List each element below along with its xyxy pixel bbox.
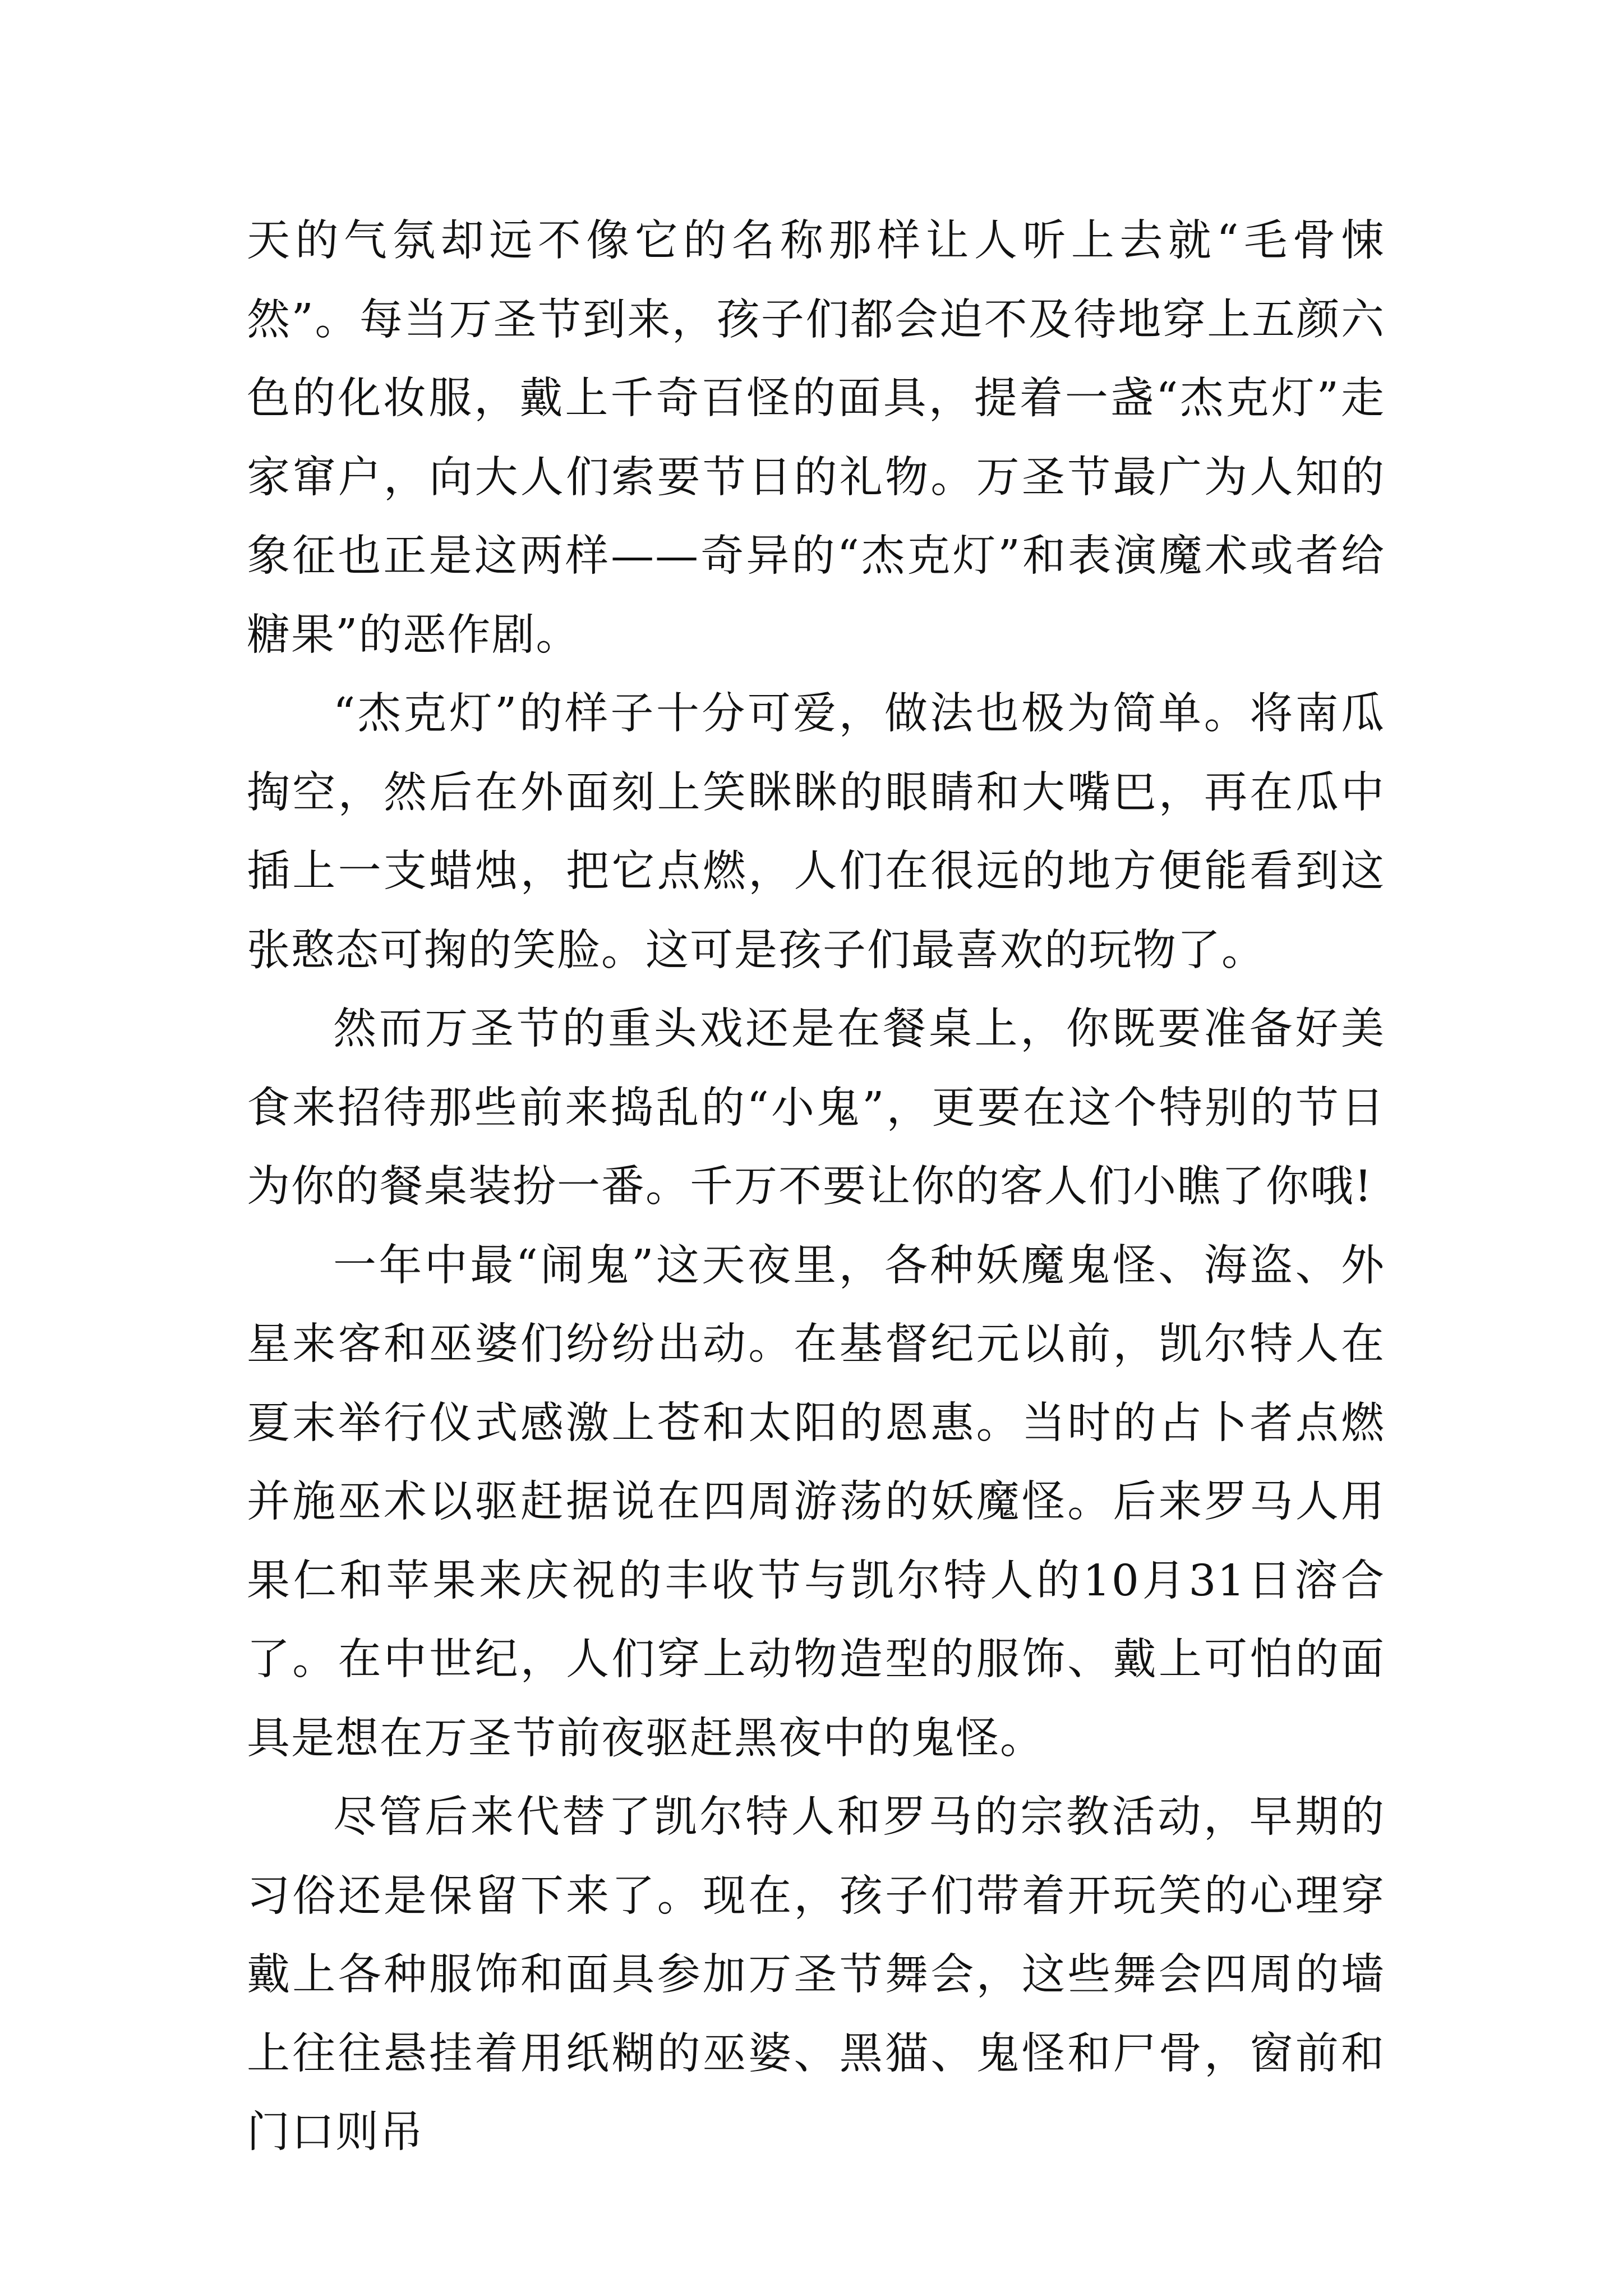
paragraph-continued: 天的气氛却远不像它的名称那样让人听上去就“毛骨悚然”。每当万圣节到来，孩子们都会迫不及待地穿上五颜六色的化妆服，戴上千奇百怪的面具，提着一盏“杰克灯”走家窜户，向大人们索要节日的礼物。万圣节最广为人知的象征也正是这两样——奇异的“杰克灯”和表演魔术或者给糖果”的恶作剧。	[247, 216, 1385, 660]
paragraph-history: 一年中最“闹鬼”这天夜里，各种妖魔鬼怪、海盗、外星来客和巫婆们纷纷出动。在基督纪元以前，凯尔特人在夏末举行仪式感激上苍和太阳的恩惠。当时的占卜者点燃并施巫术以驱赶据说在四周游荡的妖魔怪。后来罗马人用果仁和苹果来庆祝的丰收节与凯尔特人的10月31日溶合了。在中世纪，人们穿上动物造型的服饰、戴上可怕的面具是想在万圣节前夜驱赶黑夜中的鬼怪。	[247, 1240, 1385, 1764]
paragraph-jack-lantern: “杰克灯”的样子十分可爱，做法也极为简单。将南瓜掏空，然后在外面刻上笑眯眯的眼睛和大嘴巴，再在瓜中插上一支蜡烛，把它点燃，人们在很远的地方便能看到这张憨态可掬的笑脸。这可是孩子们最喜欢的玩物了。	[247, 689, 1385, 976]
paragraph-customs: 尽管后来代替了凯尔特人和罗马的宗教活动，早期的习俗还是保留下来了。现在，孩子们带着开玩笑的心理穿戴上各种服饰和面具参加万圣节舞会，这些舞会四周的墙上往往悬挂着用纸糊的巫婆、黑猫、鬼怪和尸骨，窗前和门口则吊	[247, 1792, 1385, 2157]
body-text	[247, 202, 1385, 2173]
paragraph-dinner-table: 然而万圣节的重头戏还是在餐桌上，你既要准备好美食来招待那些前来捣乱的“小鬼”，更要在这个特别的节日为你的餐桌装扮一番。千万不要让你的客人们小瞧了你哦!	[247, 1004, 1385, 1212]
